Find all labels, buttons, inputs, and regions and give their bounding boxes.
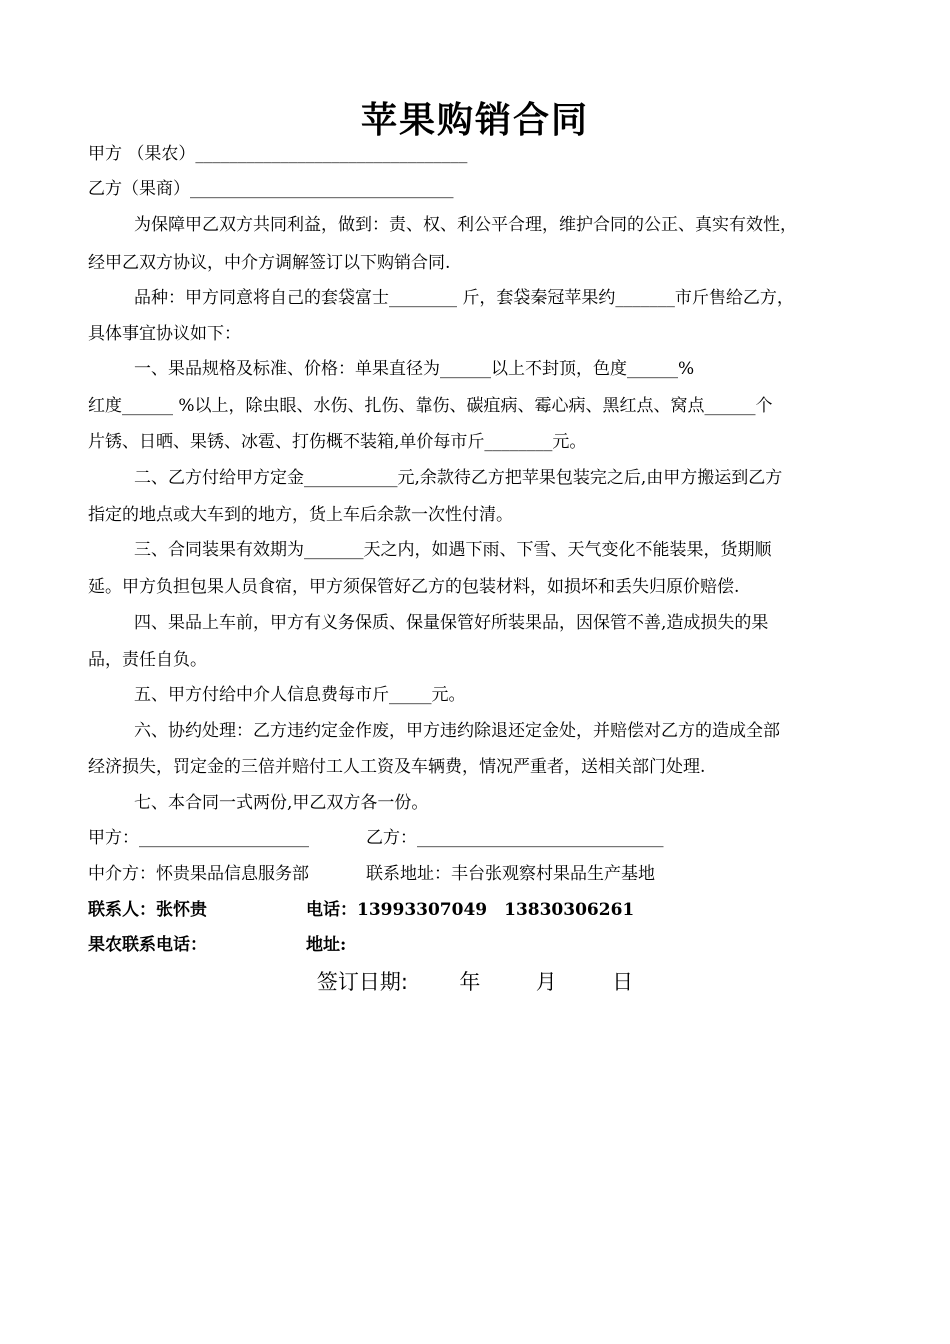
clause-4-line-2: 品，责任自负。 xyxy=(88,650,207,670)
clause-3-line-2: 延。甲方负担包果人员食宿，甲方须保管好乙方的包装材料，如损坏和丢失归原价赔偿. xyxy=(88,577,740,597)
contact-person: 联系人：张怀贵 xyxy=(88,900,207,920)
clause-6-line-1: 六、协约处理：乙方违约定金作废，甲方违约除退还定金处，并赔偿对乙方的造成全部 xyxy=(134,721,780,741)
signing-date xyxy=(0,966,950,996)
page-title: 苹果购销合同 xyxy=(360,100,589,141)
contact-phone: 电话：13993307049 13830306261 xyxy=(306,900,635,920)
clause-1-line-3: 片锈、日晒、果锈、冰雹、打伤概不装箱,单价每市斤________元。 xyxy=(88,432,587,452)
party-a-line: 甲方 （果农）________________________________ xyxy=(88,144,468,164)
farmer-address-label: 地址: xyxy=(306,935,347,955)
clause-6-line-2: 经济损失，罚定金的三倍并赔付工人工资及车辆费，情况严重者，送相关部门处理. xyxy=(88,757,706,777)
date-year: 年 xyxy=(459,970,481,994)
date-month: 月 xyxy=(535,970,557,994)
clause-1-line-1: 一、果品规格及标准、价格：单果直径为______以上不封顶，色度______% xyxy=(134,359,695,379)
intro-line-2: 经甲乙双方协议，中介方调解签订以下购销合同. xyxy=(88,253,451,273)
intro-line-1: 为保障甲乙双方共同利益，做到：责、权、利公平合理，维护合同的公正、真实有效性， xyxy=(134,215,797,235)
signing-date-label: 签订日期: xyxy=(316,970,408,994)
variety-line-2: 具体事宜协议如下： xyxy=(88,324,241,344)
clause-1-line-2: 红度______ %以上，除虫眼、水伤、扎伤、靠伤、碳疽病、霉心病、黑红点、窝点______个 xyxy=(88,396,773,416)
farmer-phone-label: 果农联系电话： xyxy=(88,935,207,955)
broker-address: 联系地址：丰台张观察村果品生产基地 xyxy=(366,864,655,884)
clause-7-line: 七、本合同一式两份,甲乙双方各一份。 xyxy=(134,793,429,813)
variety-line-1: 品种：甲方同意将自己的套袋富士________ 斤，套袋秦冠苹果约_______市斤售给乙方， xyxy=(134,288,794,308)
clause-4-line-1: 四、果品上车前，甲方有义务保质、保量保管好所装果品，因保管不善,造成损失的果 xyxy=(134,613,769,633)
date-day: 日 xyxy=(612,970,634,994)
clause-3-line-1: 三、合同装果有效期为_______天之内，如遇下雨、下雪、天气变化不能装果，货期顺 xyxy=(134,540,772,560)
signature-party-a: 甲方：____________________ xyxy=(88,828,309,848)
party-b-line: 乙方（果商）_______________________________ xyxy=(88,179,454,199)
broker-name: 中介方：怀贵果品信息服务部 xyxy=(88,864,309,884)
clause-2-line-2: 指定的地点或大车到的地方，货上车后余款一次性付清。 xyxy=(88,505,513,525)
clause-5-line: 五、甲方付给中介人信息费每市斤_____元。 xyxy=(134,685,466,705)
clause-2-line-1: 二、乙方付给甲方定金___________元,余款待乙方把苹果包装完之后,由甲方搬运到乙方 xyxy=(134,468,783,488)
signature-party-b: 乙方：_____________________________ xyxy=(366,828,664,848)
